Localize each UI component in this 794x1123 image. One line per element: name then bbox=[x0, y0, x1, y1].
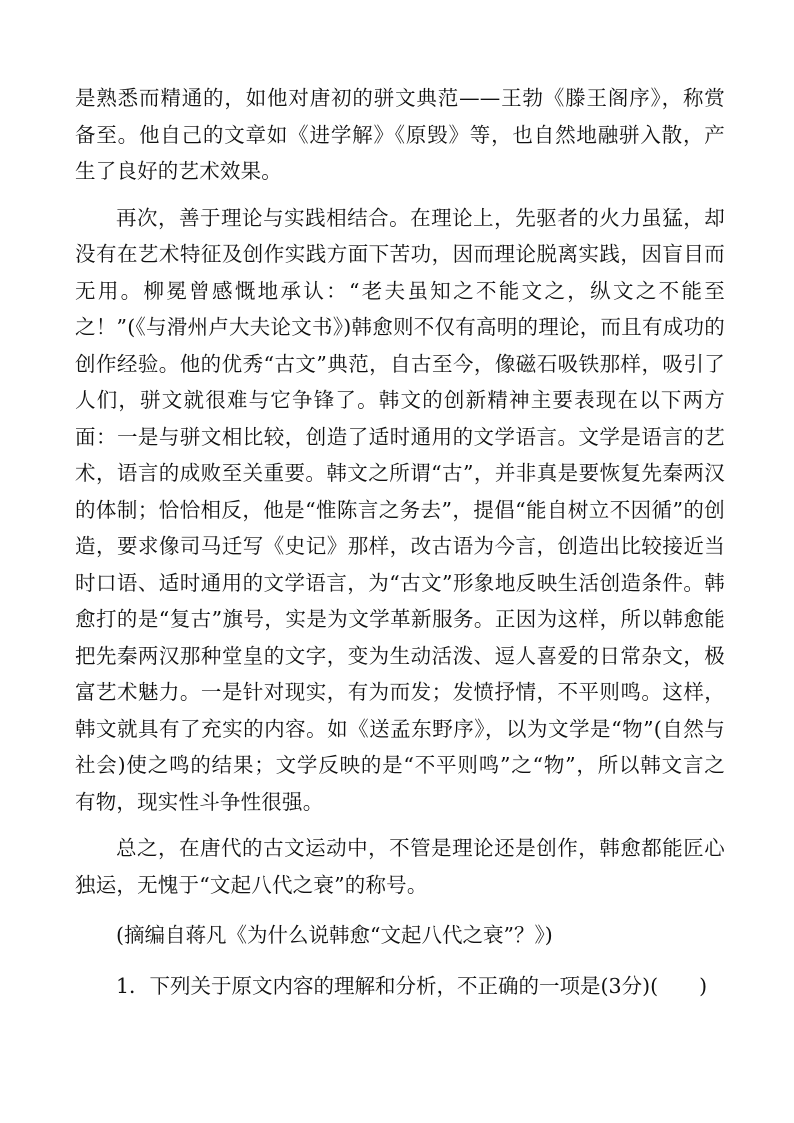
paragraph-theory-practice: 再次，善于理论与实践相结合。在理论上，先驱者的火力虽猛，却没有在艺术特征及创作实践方面下苦功，因而理论脱离实践，因盲目而无用。柳冕曾感慨地承认：“老夫虽知之不能文之，纵文之不能至之！”(《与滑州卢大夫论文书》)韩愈则不仅有高明的理论，而且有成功的创作经验。他的优秀“古文”典范，自古至今，像磁石吸铁那样，吸引了人们，骈文就很难与它争锋了。韩文的创新精神主要表现在以下两方面：一是与骈文相比较，创造了适时通用的文学语言。文学是语言的艺术，语言的成败至关重要。韩文之所谓“古”，并非真是要恢复先秦两汉的体制；恰恰相反，他是“惟陈言之务去”，提倡“能自树立不因循”的创造，要求像司马迁写《史记》那样，改古语为今言，创造出比较接近当时口语、适时通用的文学语言，为“古文”形象地反映生活创造条件。韩愈打的是“复古”旗号，实是为文学革新服务。正因为这样，所以韩愈能把先秦两汉那种堂皇的文字，变为生动活泼、逗人喜爱的日常杂文，极富艺术魅力。一是针对现实，有为而发；发愤抒情，不平则鸣。这样，韩文就具有了充实的内容。如《送孟东野序》，以为文学是“物”(自然与社会)使之鸣的结果；文学反映的是“不平则鸣”之“物”，所以韩文言之有物，现实性斗争性很强。 bbox=[75, 205, 725, 814]
paragraph-conclusion: 总之，在唐代的古文运动中，不管是理论还是创作，韩愈都能匠心独运，无愧于“文起八代之衰”的称号。 bbox=[75, 836, 725, 897]
source-citation: (摘编自蒋凡《为什么说韩愈“文起八代之衰”？》) bbox=[116, 923, 553, 947]
paragraph-continuation: 是熟悉而精通的，如他对唐初的骈文典范——王勃《滕王阁序》，称赏备至。他自己的文章如《进学解》《原毁》等，也自然地融骈入散，产生了良好的艺术效果。 bbox=[75, 86, 725, 183]
document-page bbox=[75, 80, 725, 1004]
question-1: 1．下列关于原文内容的理解和分析，不正确的一项是(3分)( ) bbox=[116, 973, 708, 998]
